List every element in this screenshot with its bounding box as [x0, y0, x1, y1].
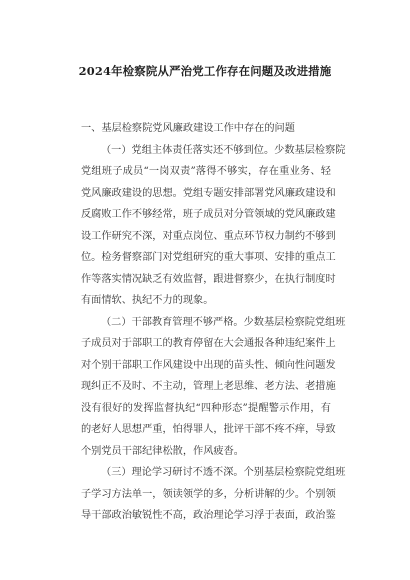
paragraph-line: 党组班子成员“一岗双责”落得不够实，存在重业务、轻: [81, 166, 331, 177]
document-body: [81, 118, 346, 527]
paragraph-1: [81, 140, 346, 312]
paragraph-line: 有面情软、执纪不力的现象。: [81, 295, 214, 306]
paragraph-line: 没有很好的发挥监督执纪“四种形态”提醒警示作用，有: [81, 402, 331, 414]
section-heading: 一、基层检察院党风廉政建设工作中存在的问题: [81, 123, 295, 134]
paragraph-line: 个别党员干部纪律松散，作风疲沓。: [81, 445, 244, 457]
paragraph-line: 的老好人思想严重，怕得罪人，批评干部不疼不痒，导致: [81, 424, 336, 435]
paragraph-line: 对个别干部职工作风建设中出现的苗头性、倾向性问题发: [81, 359, 336, 371]
paragraph-line: （二）干部教育管理不够严格。少数基层检察院党组班: [101, 316, 346, 328]
document-title: 2024年检察院从严治党工作存在问题及改进措施: [78, 64, 332, 78]
paragraph-line: 反腐败工作不够经常，班子成员对分管领域的党风廉政建: [81, 209, 336, 220]
paragraph-line: 党风廉政建设的思想。党组专题安排部署党风廉政建设和: [81, 187, 336, 199]
paragraph-2: [81, 312, 346, 463]
paragraph-line: 设工作研究不深，对重点岗位、重点环节权力制约不够到: [81, 230, 336, 242]
paragraph-line: 位。检务督察部门对党组研究的重大事项、安排的重点工: [81, 252, 336, 263]
paragraph-line: 现纠正不及时、不主动，管理上老思维、老方法、老措施: [81, 381, 336, 392]
paragraph-line: （三）理论学习研讨不透不深。个别基层检察院党组班: [101, 467, 346, 478]
paragraph-line: 作等落实情况缺乏有效监督，跟进督察少，在执行制度时: [81, 273, 336, 285]
paragraph-line: 导干部政治敏锐性不高，政治理论学习浮于表面，政治鉴: [81, 510, 336, 521]
paragraph-line: （一）党组主体责任落实还不够到位。少数基层检察院: [101, 144, 346, 156]
paragraph-line: 子学习方法单一，领读领学的多，分析讲解的少。个别领: [81, 488, 336, 500]
paragraph-3: [81, 462, 346, 527]
paragraph-line: 子成员对于部职工的教育停留在大会通报各种违纪案件上: [81, 338, 336, 349]
